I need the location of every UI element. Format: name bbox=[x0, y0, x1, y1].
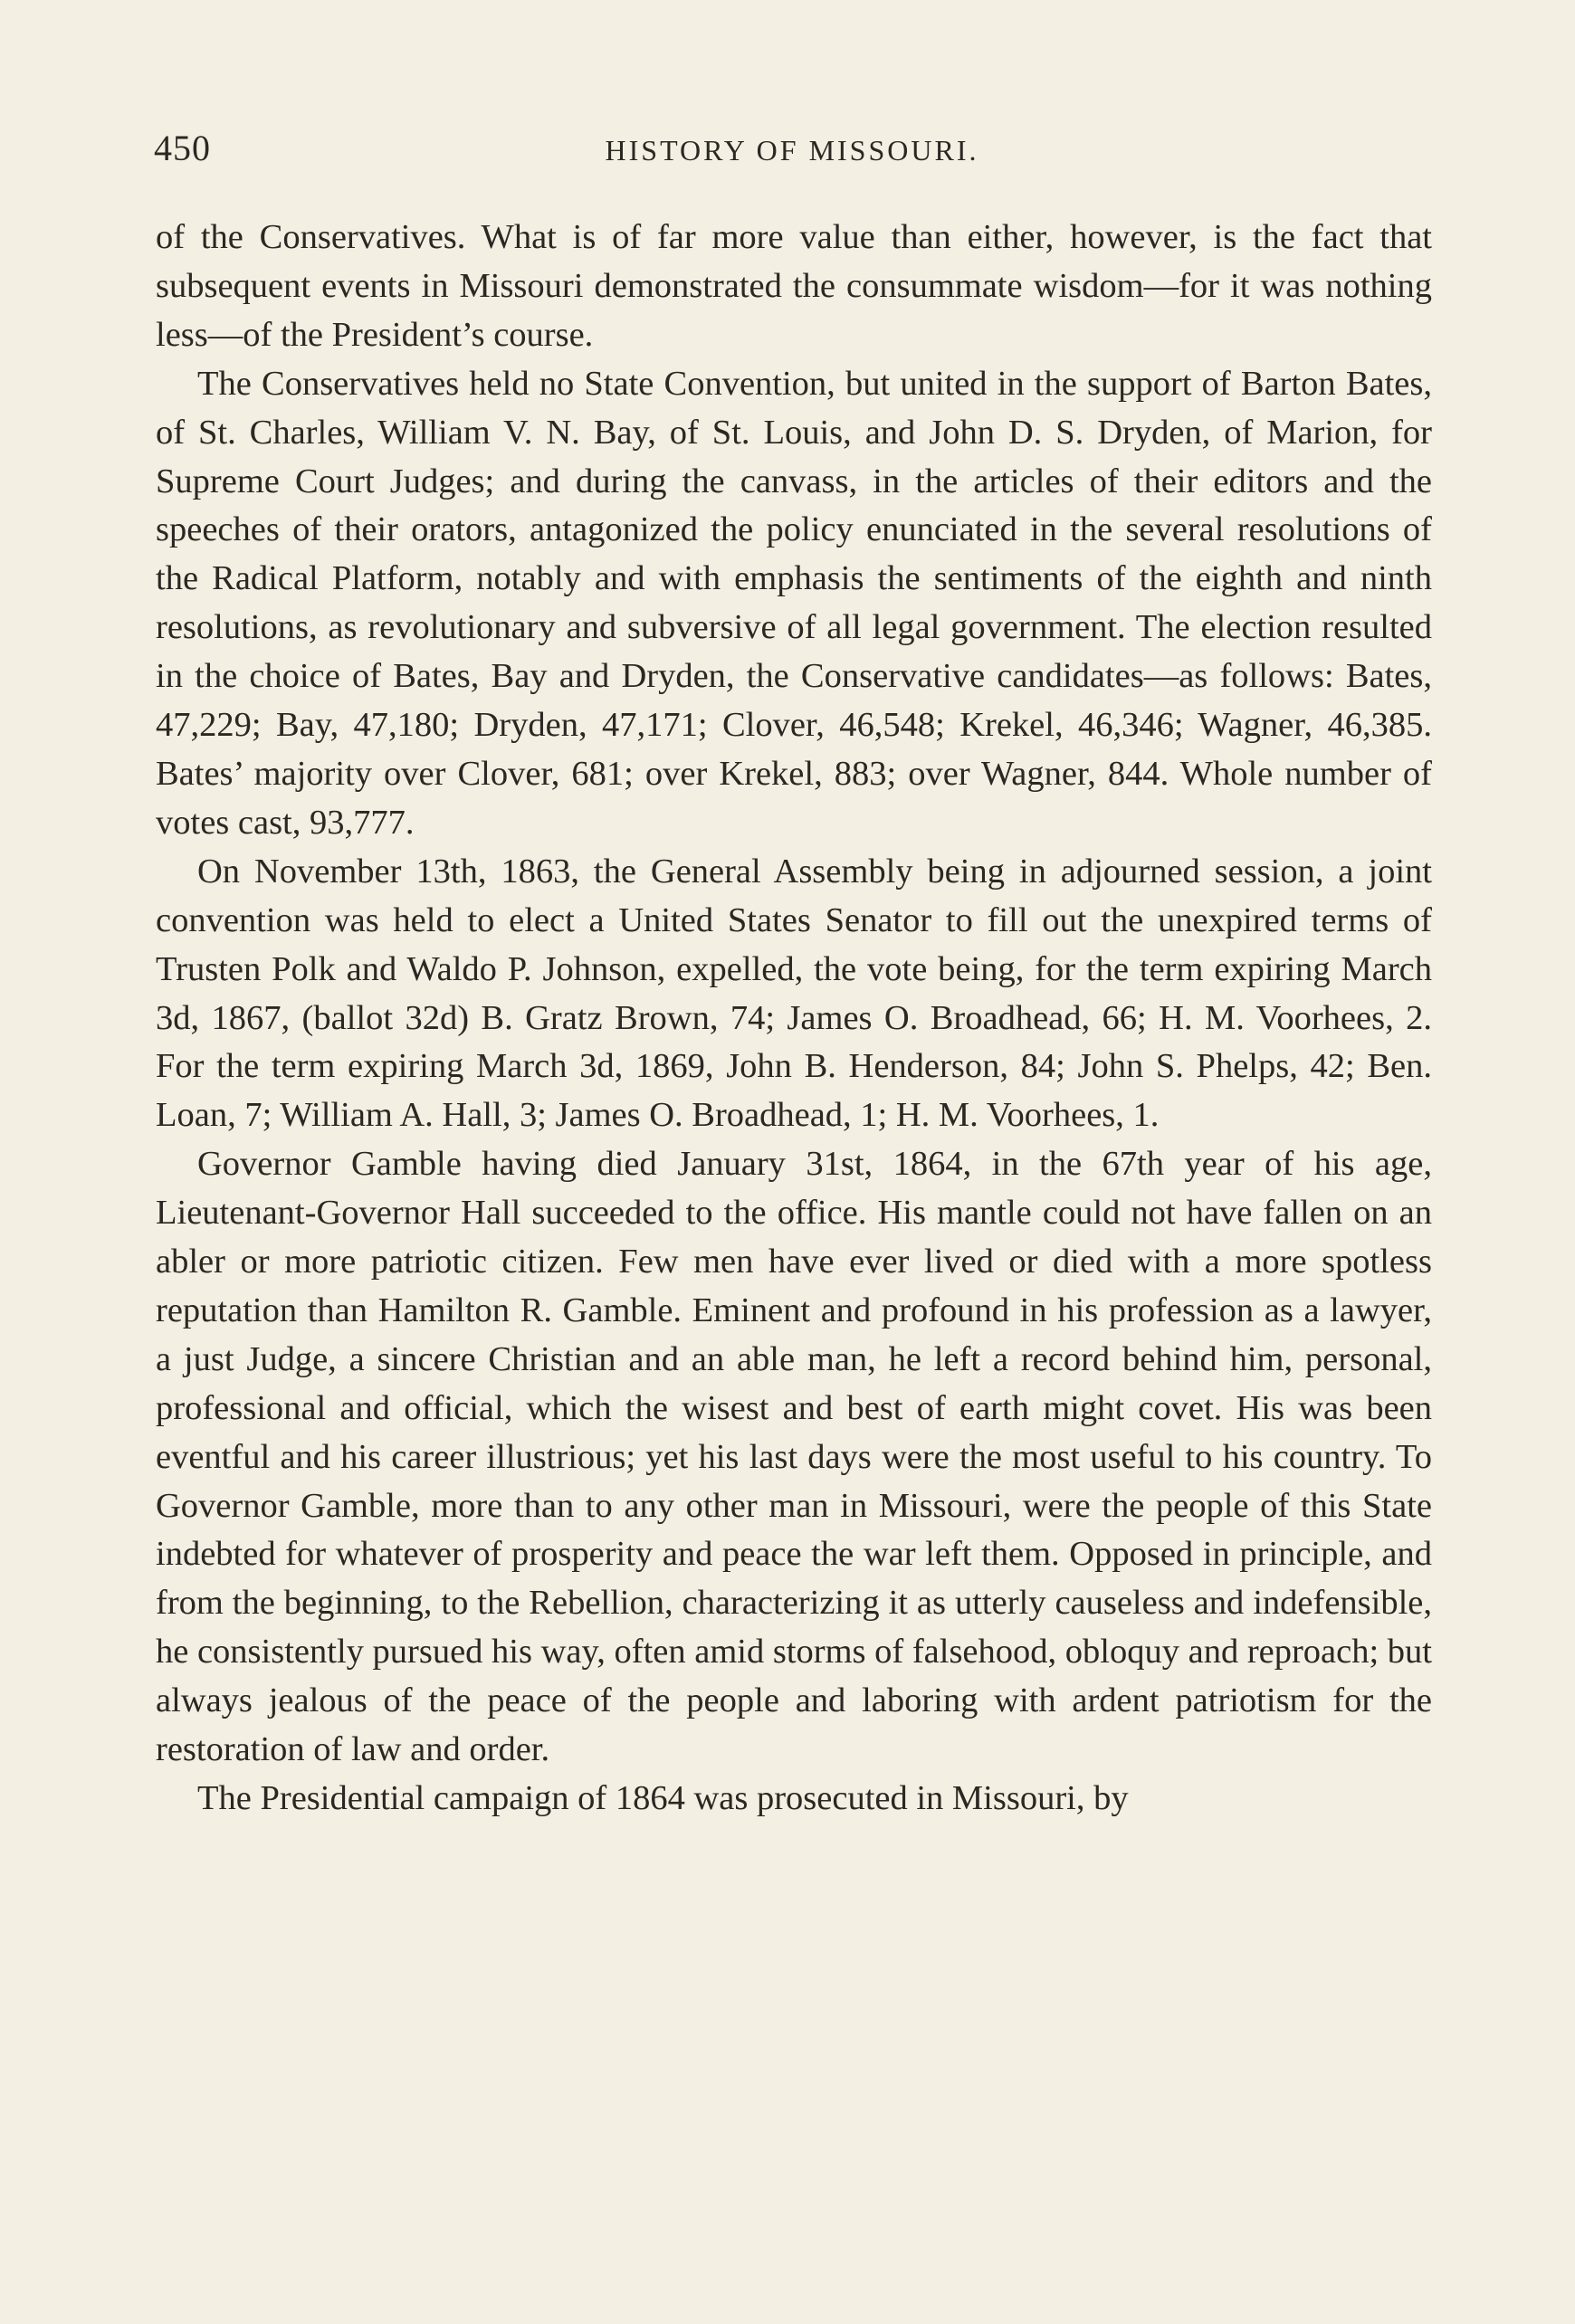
paragraph-presidential-campaign: The Presidential campaign of 1864 was prosecuted in Missouri, by bbox=[197, 1779, 1129, 1817]
running-title: HISTORY OF MISSOURI. bbox=[605, 134, 979, 167]
paragraph-governor-gamble: Governor Gamble having died January 31st, 1864, in the 67th year of his age, Lieutenant-Governor Hall succeeded to the office. His mantle could not have fallen on an abler or more patriotic citizen. Few men have ever lived or died with a more spotless reputation than Hamilton R. Gamble. Eminent and profound in his profession as a lawyer, a just Judge, a sincere Christian and an able man, he left a record behind him, personal, professional and official, which the wisest and best of earth might covet. His was been eventful and his career illustrious; yet his last days were the most useful to his country. To Governor Gamble, more than to any other man in Missouri, were the people of this State indebted for whatever of prosperity and peace the war left them. Opposed in principle, and from the beginning, to the Rebellion, characterizing it as utterly causeless and indefensible, he consistently pursued his way, often amid storms of falsehood, obloquy and reproach; but always jealous of the peace of the people and laboring with ardent patriotism for the restoration of law and order. bbox=[156, 1145, 1432, 1769]
page-number: 450 bbox=[154, 128, 211, 168]
paragraph-senate-election: On November 13th, 1863, the General Assembly being in adjourned session, a joint convention was held to elect a United States Senator to fill out the unexpired terms of Trusten Polk and Waldo P. Johnson, expelled, the vote being, for the term expiring March 3d, 1867, (ballot 32d) B. Gratz Brown, 74; James O. Broadhead, 66; H. M. Voorhees, 2. For the term expiring March 3d, 1869, John B. Henderson, 84; John S. Phelps, 42; Ben. Loan, 7; William A. Hall, 3; James O. Broadhead, 1; H. M. Voorhees, 1. bbox=[156, 852, 1432, 1135]
paragraph-conservatives-election: The Conservatives held no State Convention, but united in the support of Barton Bates, of St. Charles, William V. N. Bay, of St. Louis, and John D. S. Dryden, of Marion, for Supreme Court Judges; and during the canvass, in the articles of their editors and the speeches of their orators, antagonized the policy enunciated in the several resolutions of the Radical Platform, notably and with emphasis the sentiments of the eighth and ninth resolutions, as revolutionary and subversive of all legal government. The election resulted in the choice of Bates, Bay and Dryden, the Conservative candidates—as follows: Bates, 47,229; Bay, 47,180; Dryden, 47,171; Clover, 46,548; Krekel, 46,346; Wagner, 46,385. Bates’ majority over Clover, 681; over Krekel, 883; over Wagner, 844. Whole number of votes cast, 93,777. bbox=[156, 364, 1432, 842]
body-text bbox=[156, 214, 1432, 1824]
page-header bbox=[154, 127, 1430, 181]
paragraph-continued: of the Conservatives. What is of far more value than either, however, is the fact that subsequent events in Missouri demonstrated the consummate wisdom—for it was nothing less—of the President’s course. bbox=[156, 218, 1432, 354]
